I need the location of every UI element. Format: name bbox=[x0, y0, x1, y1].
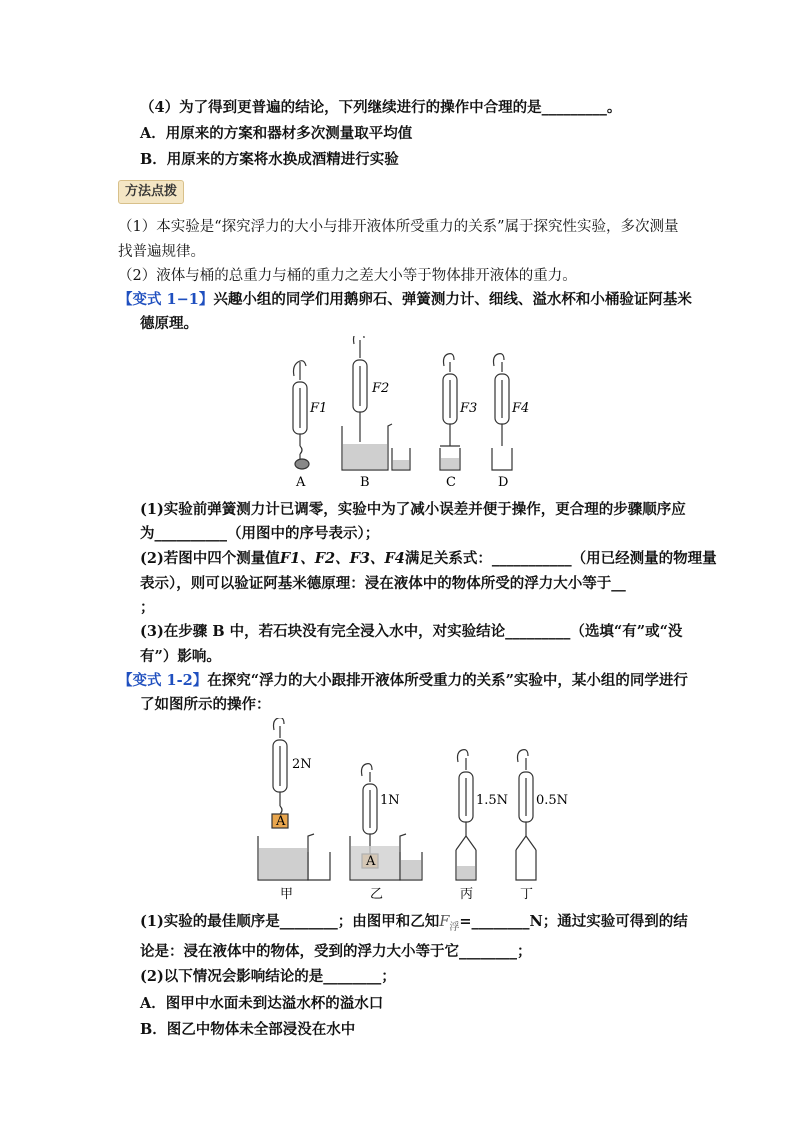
spring-scale-c bbox=[440, 354, 460, 470]
panel-label-c: C bbox=[446, 475, 456, 490]
v12-q2: (2)以下情况会影响结论的是________； bbox=[140, 968, 396, 985]
method-p1-line2: 找普遍规律。 bbox=[118, 244, 205, 260]
v12-line2: 了如图所示的操作： bbox=[140, 696, 271, 713]
v12-heading bbox=[118, 671, 688, 691]
reading-jia: 2N bbox=[292, 757, 312, 772]
reading-bing: 1.5N bbox=[476, 793, 509, 808]
panel-label-ding: 丁 bbox=[520, 887, 534, 902]
v11-tag: 【变式 1−1】 bbox=[118, 291, 214, 308]
v11-q2-vars: F1、F2、F3、F4 bbox=[279, 550, 405, 567]
f-buoyancy-symbol bbox=[439, 914, 460, 933]
v11-q2-line2: 表示），则可以验证阿基米德原理：浸在液体中的物体所受的浮力大小等于__ bbox=[140, 575, 626, 592]
reading-ding: 0.5N bbox=[536, 793, 569, 808]
label-f2: F2 bbox=[372, 381, 390, 396]
v11-q3-line2: 有”）影响。 bbox=[140, 648, 221, 665]
v11-q3-line1: (3)在步骤 B 中，若石块没有完全浸入水中，对实验结论_________（选填“有”或“没 bbox=[140, 623, 683, 640]
label-f1: F1 bbox=[310, 401, 328, 416]
v11-figure bbox=[280, 336, 540, 490]
v11-line2: 德原理。 bbox=[140, 315, 198, 332]
spring-scale-b bbox=[353, 336, 367, 442]
spring-scale-bing bbox=[456, 750, 476, 880]
v11-q2-line1 bbox=[140, 549, 717, 569]
method-tag: 方法点拨 bbox=[118, 180, 184, 204]
panel-label-a: A bbox=[296, 475, 306, 490]
v11-q2-prefix: (2)若图中四个测量值 bbox=[140, 550, 280, 567]
v11-q1-line2: 为__________（用图中的序号表示）； bbox=[140, 525, 380, 542]
panel-label-bing: 丙 bbox=[460, 887, 474, 902]
v12-option-a: A．图甲中水面未到达溢水杯的溢水口 bbox=[140, 995, 384, 1012]
v11-q1-line1: (1)实验前弹簧测力计已调零，实验中为了减小误差并便于操作，更合理的步骤顺序应 bbox=[140, 501, 686, 518]
v12-q1-line2: 论是：浸在液体中的物体，受到的浮力大小等于它________； bbox=[140, 943, 532, 960]
v12-figure bbox=[252, 718, 582, 902]
panel-label-d: D bbox=[498, 475, 509, 490]
v12-option-b: B．图乙中物体未全部浸没在水中 bbox=[140, 1021, 356, 1038]
spring-scale-ding bbox=[516, 750, 536, 880]
v11-q2-line3: ； bbox=[140, 599, 155, 616]
v11-line1: 兴趣小组的同学们用鹅卵石、弹簧测力计、细线、溢水杯和小桶验证阿基米 bbox=[213, 291, 692, 308]
q4-stem: （4）为了得到更普遍的结论，下列继续进行的操作中合理的是_________。 bbox=[140, 99, 622, 116]
spring-scale-a bbox=[293, 361, 307, 460]
panel-label-jia: 甲 bbox=[280, 887, 294, 902]
v11-heading bbox=[118, 290, 692, 310]
panel-label-b: B bbox=[360, 475, 370, 490]
v12-tag: 【变式 1-2】 bbox=[118, 672, 208, 689]
method-p1-line1: （1）本实验是“探究浮力的大小与排开液体所受重力的关系”属于探究性实验，多次测量 bbox=[118, 219, 679, 235]
v12-q1-part-b: =________N；通过实验可得到的结 bbox=[459, 913, 688, 930]
v12-q1-part-a: (1)实验的最佳顺序是________；由图甲和乙知 bbox=[140, 913, 440, 930]
panel-label-yi: 乙 bbox=[370, 887, 384, 902]
f-sub: 浮 bbox=[449, 921, 460, 933]
small-bucket-jia bbox=[308, 852, 330, 880]
block-label-yi: A bbox=[366, 854, 376, 869]
q4-option-a: A．用原来的方案和器材多次测量取平均值 bbox=[140, 125, 413, 142]
spring-scale-d bbox=[492, 354, 512, 470]
v12-line1: 在探究“浮力的大小跟排开液体所受重力的关系”实验中，某小组的同学进行 bbox=[207, 672, 688, 689]
v11-q2-suffix: 满足关系式：___________（用已经测量的物理量 bbox=[404, 550, 717, 567]
pebble-a bbox=[295, 459, 309, 469]
block-label-jia: A bbox=[276, 814, 286, 829]
v12-q1-line1 bbox=[140, 912, 688, 938]
label-f4: F4 bbox=[512, 401, 530, 416]
f-symbol: F bbox=[439, 914, 450, 930]
label-f3: F3 bbox=[460, 401, 478, 416]
reading-yi: 1N bbox=[380, 793, 400, 808]
spring-scale-jia bbox=[273, 718, 287, 814]
spring-scale-yi bbox=[362, 764, 378, 854]
method-p2: （2）液体与桶的总重力与桶的重力之差大小等于物体排开液体的重力。 bbox=[118, 268, 577, 284]
q4-option-b: B．用原来的方案将水换成酒精进行实验 bbox=[140, 151, 399, 168]
